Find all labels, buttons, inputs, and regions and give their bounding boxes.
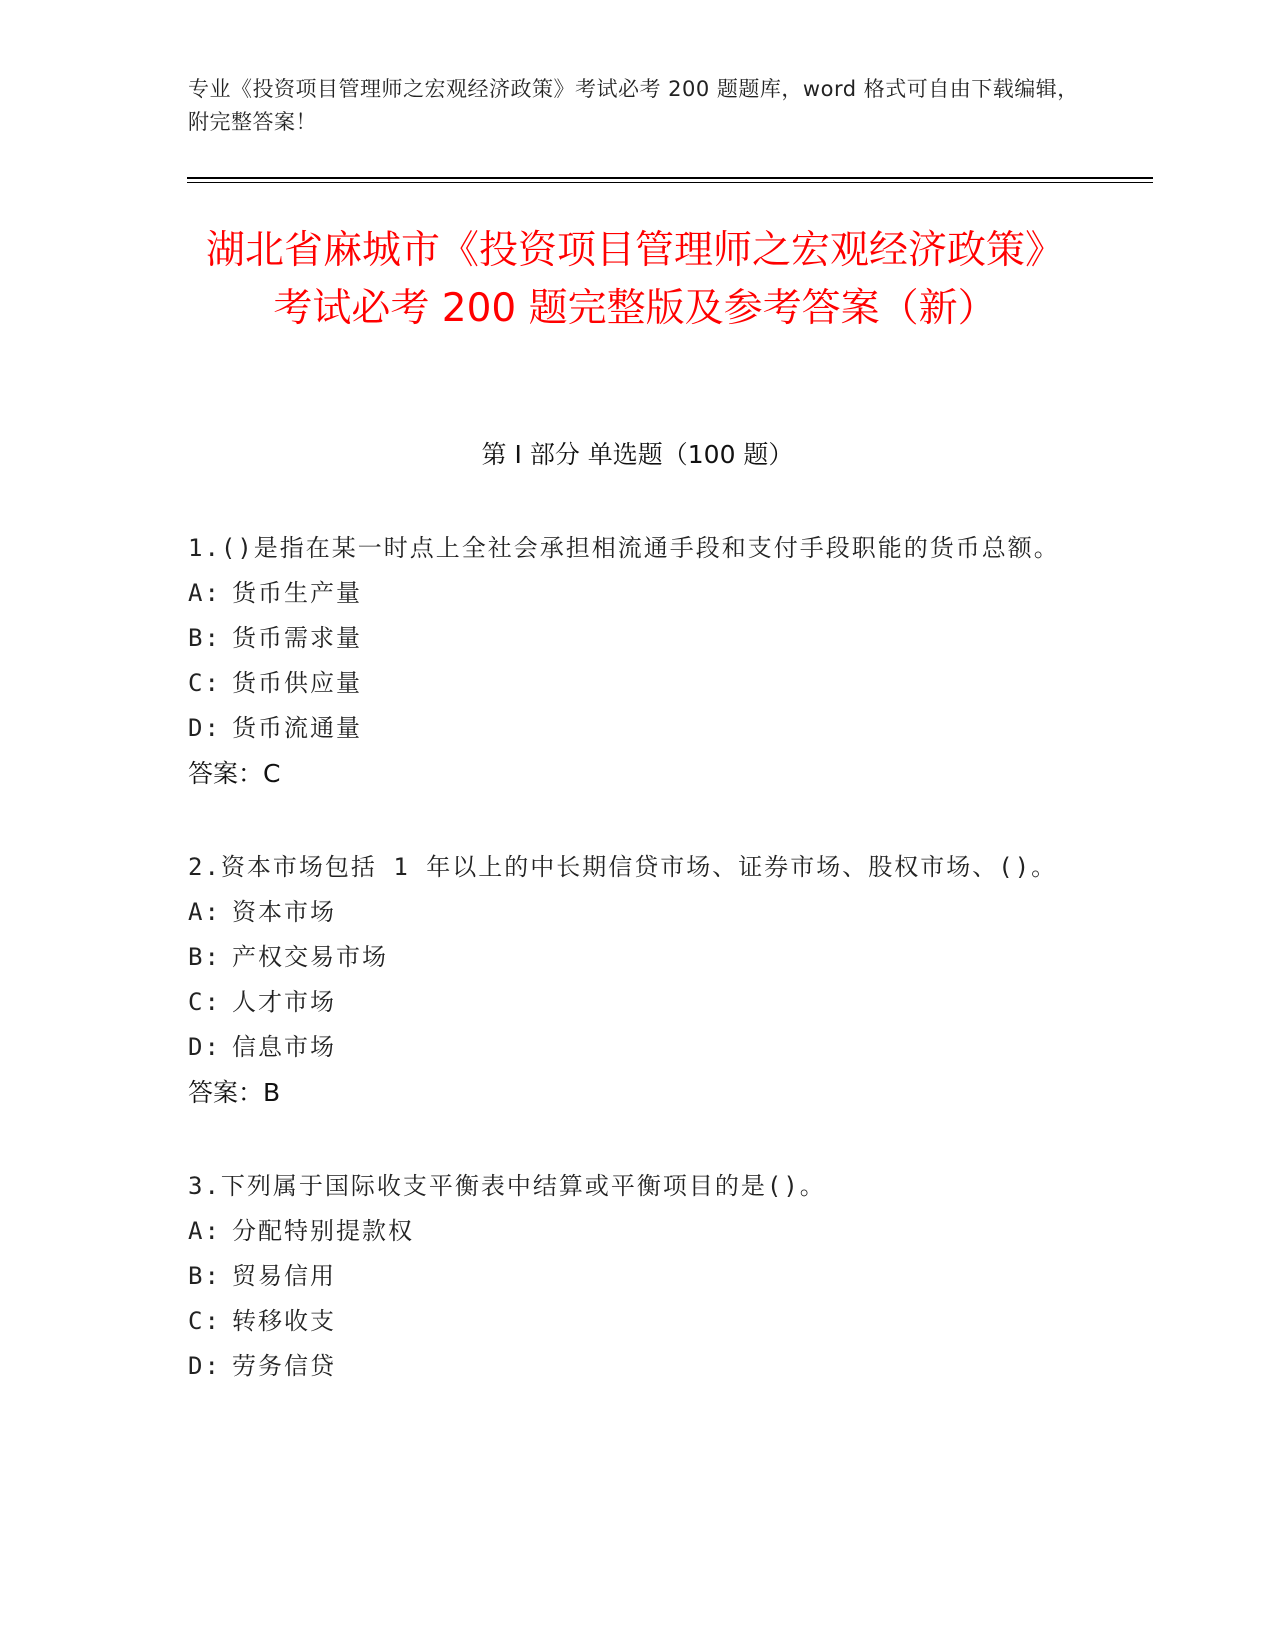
question-stem: 1.()是指在某一时点上全社会承担相流通手段和支付手段职能的货币总额。 (188, 534, 1060, 562)
option-d (188, 1025, 1068, 1070)
option-text: 资本市场 (232, 898, 336, 926)
option-key: A: (188, 579, 221, 607)
option-a (188, 890, 1068, 935)
question-2 (188, 844, 1068, 1116)
answer-line: 答案：C (188, 759, 281, 788)
option-c (188, 1299, 1068, 1344)
option-text: 贸易信用 (232, 1262, 336, 1290)
header-rule-thick (187, 177, 1153, 179)
option-a (188, 1209, 1068, 1254)
document-title: 湖北省麻城市《投资项目管理师之宏观经济政策》考试必考 200 题完整版及参考答案（新） (205, 228, 1064, 331)
option-key: A: (188, 1217, 221, 1245)
question-list (188, 525, 1068, 1436)
option-key: B: (188, 943, 221, 971)
option-key: D: (188, 714, 221, 742)
option-key: D: (188, 1352, 221, 1380)
header-note: 专业《投资项目管理师之宏观经济政策》考试必考 200 题题库，word 格式可自由下载编辑，附完整答案！ (188, 77, 1079, 134)
option-d (188, 706, 1068, 751)
option-key: B: (188, 624, 221, 652)
option-key: D: (188, 1033, 221, 1061)
option-key: C: (188, 1307, 221, 1335)
answer-line: 答案：B (188, 1078, 281, 1107)
question-1 (188, 525, 1068, 797)
option-key: B: (188, 1262, 221, 1290)
option-a (188, 571, 1068, 616)
option-text: 货币需求量 (232, 624, 362, 652)
section-title: 第 I 部分 单选题（100 题） (481, 440, 794, 469)
question-stem: 3.下列属于国际收支平衡表中结算或平衡项目的是()。 (188, 1172, 826, 1200)
option-key: C: (188, 988, 221, 1016)
option-b (188, 1254, 1068, 1299)
option-text: 信息市场 (232, 1033, 336, 1061)
option-text: 人才市场 (232, 988, 336, 1016)
question-stem: 2.资本市场包括 1 年以上的中长期信贷市场、证券市场、股权市场、()。 (188, 853, 1058, 881)
option-text: 货币生产量 (232, 579, 362, 607)
option-text: 转移收支 (232, 1307, 336, 1335)
option-text: 货币供应量 (232, 669, 362, 697)
option-c (188, 980, 1068, 1025)
option-key: C: (188, 669, 221, 697)
header-rule-thin (187, 182, 1153, 183)
option-text: 劳务信贷 (232, 1352, 336, 1380)
question-3 (188, 1163, 1068, 1389)
option-text: 分配特别提款权 (232, 1217, 414, 1245)
option-d (188, 1344, 1068, 1389)
option-text: 产权交易市场 (232, 943, 388, 971)
option-key: A: (188, 898, 221, 926)
option-text: 货币流通量 (232, 714, 362, 742)
option-c (188, 661, 1068, 706)
option-b (188, 935, 1068, 980)
option-b (188, 616, 1068, 661)
